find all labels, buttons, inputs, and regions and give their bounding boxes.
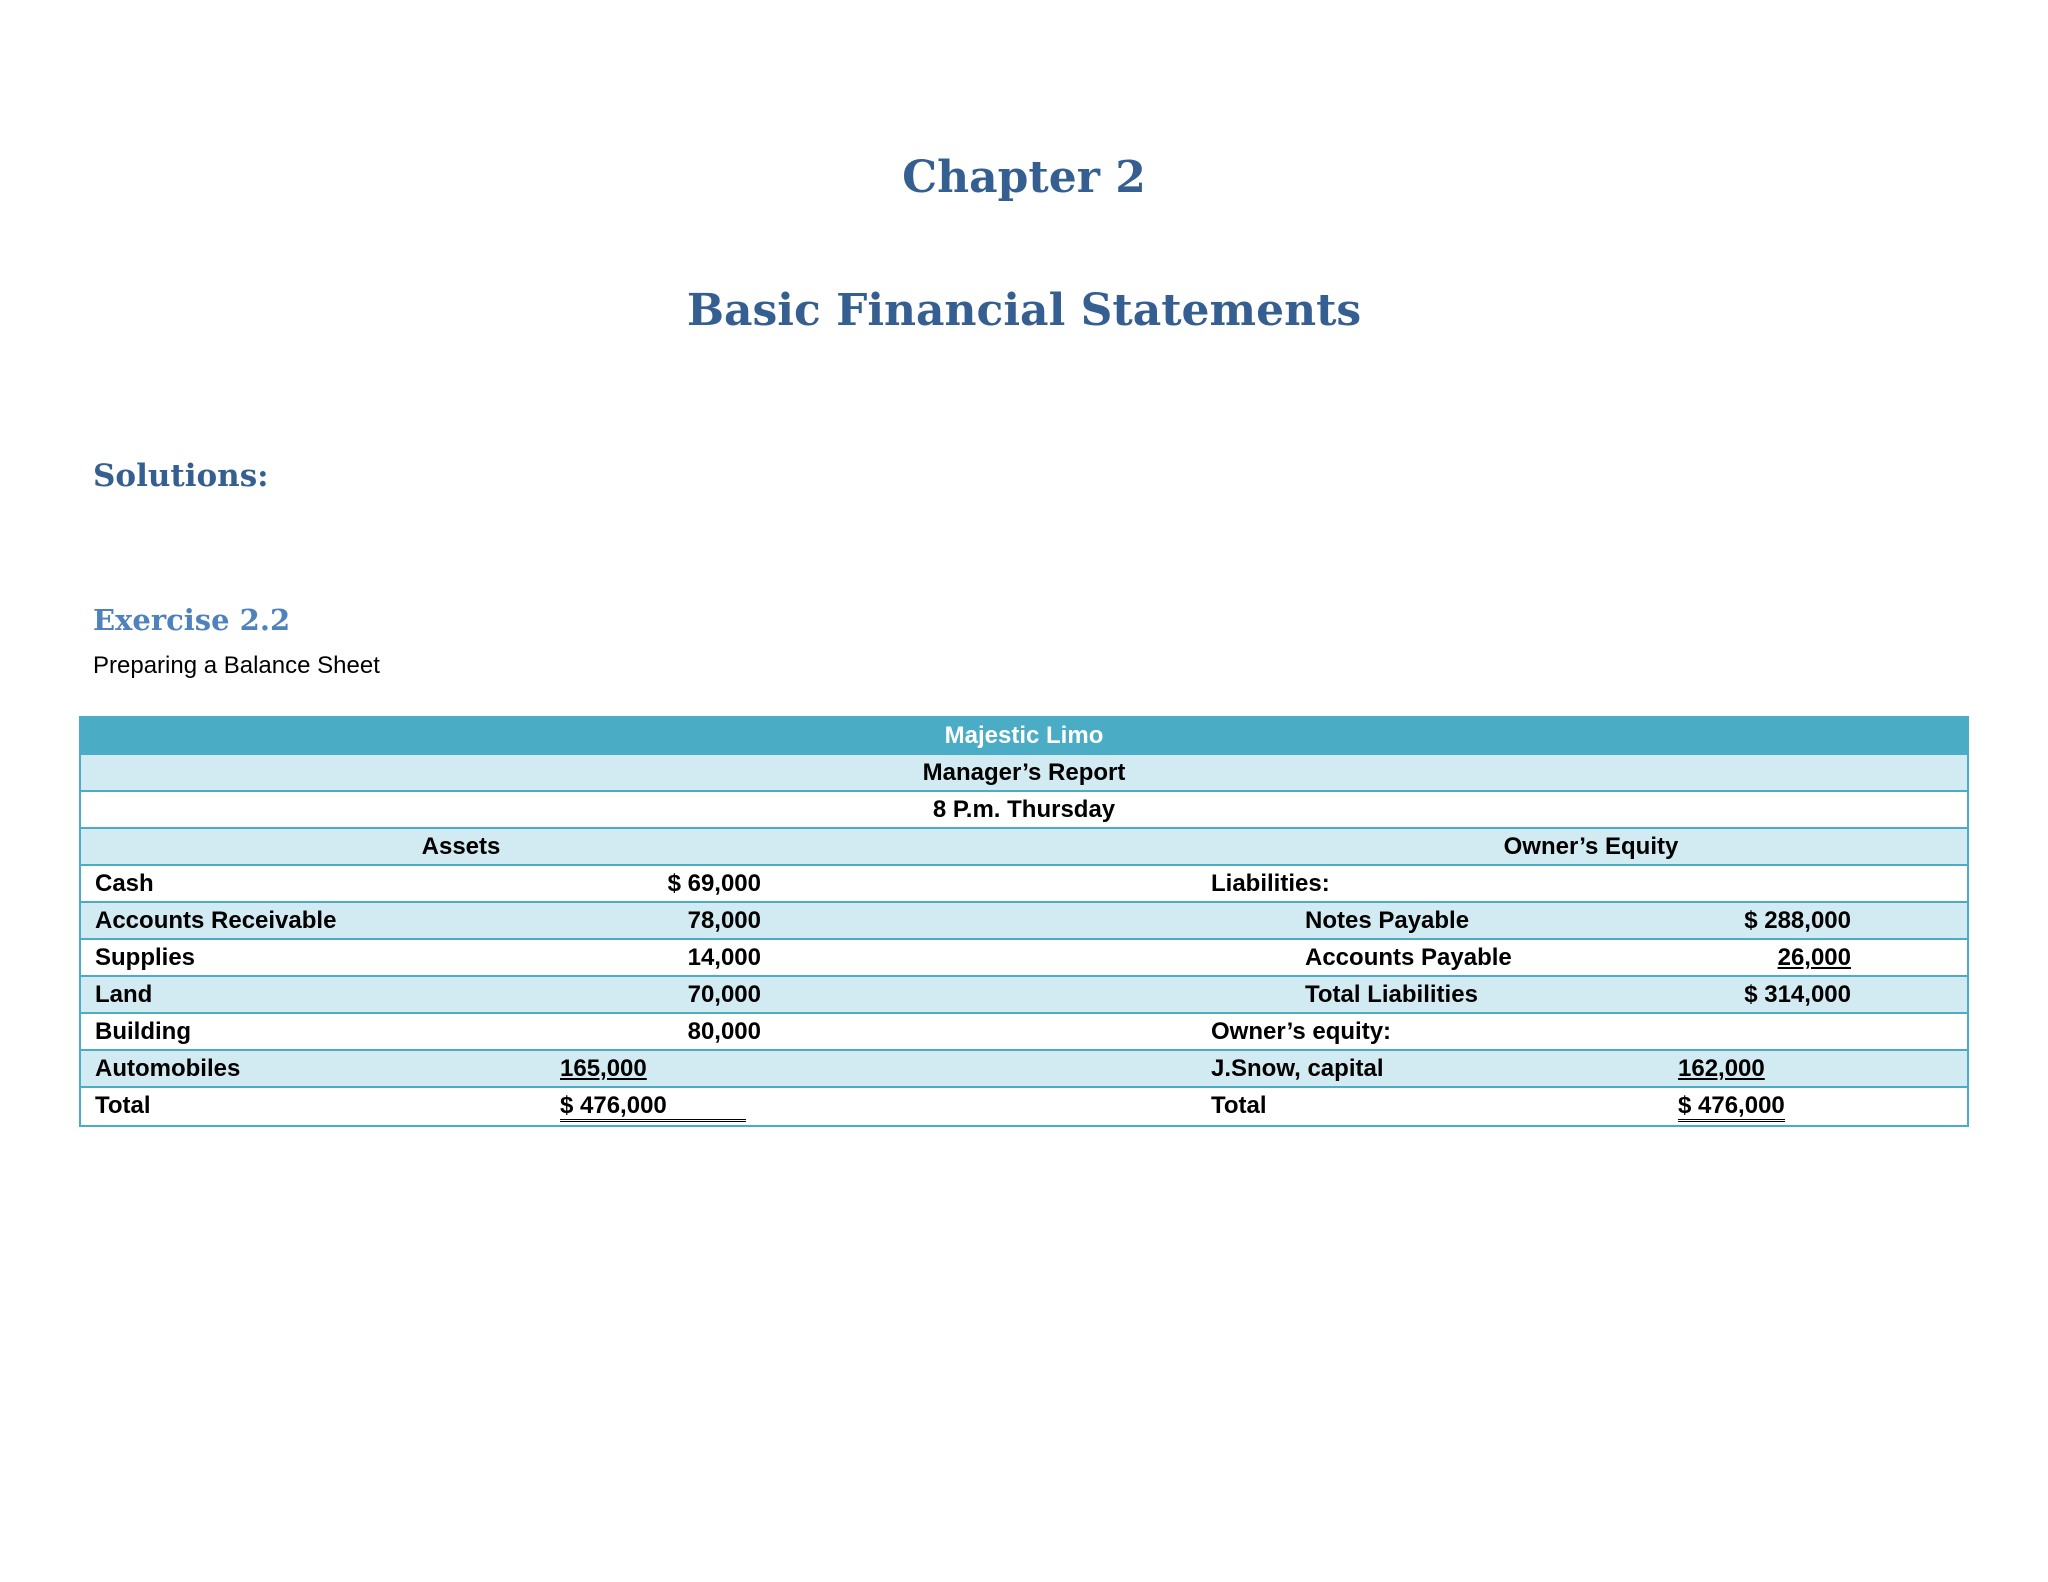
chapter-title: Chapter 2 [902, 152, 1146, 203]
asset-amount: 70,000 [687, 981, 761, 1008]
asset-label: Accounts Receivable [95, 907, 337, 934]
asset-amount: 165,000 [560, 1055, 647, 1082]
asset-amount: 14,000 [687, 944, 761, 971]
document-title: Basic Financial Statements [686, 285, 1362, 336]
exercise-heading: Exercise 2.2 [93, 603, 291, 637]
date-row [81, 792, 1967, 829]
column-header-row [81, 829, 1967, 866]
report-date: 8 P.m. Thursday [932, 796, 1116, 823]
asset-amount: 78,000 [687, 907, 761, 934]
table-row [81, 977, 1967, 1014]
table-row [81, 866, 1967, 903]
equity-header: Owner’s Equity [1503, 833, 1679, 860]
balance-sheet-table [79, 716, 1969, 1127]
equity-amount: $ 314,000 [1744, 981, 1851, 1008]
table-row [81, 1088, 1967, 1125]
exercise-subtitle: Preparing a Balance Sheet [93, 652, 380, 679]
equity-label: Liabilities: [1211, 870, 1330, 897]
asset-amount: $ 69,000 [667, 870, 761, 897]
equity-label: Notes Payable [1305, 907, 1470, 934]
solutions-heading: Solutions: [93, 458, 269, 494]
table-row [81, 903, 1967, 940]
equity-label: J.Snow, capital [1211, 1055, 1384, 1082]
report-title: Manager’s Report [922, 759, 1126, 786]
equity-label: Owner’s equity: [1211, 1018, 1392, 1045]
asset-total-amount: $ 476,000 [560, 1093, 746, 1122]
asset-label: Cash [95, 870, 154, 897]
asset-label: Land [95, 981, 153, 1008]
report-row [81, 755, 1967, 792]
asset-label: Supplies [95, 944, 196, 971]
equity-amount: 162,000 [1678, 1055, 1765, 1082]
asset-total-label: Total [95, 1092, 151, 1119]
company-name: Majestic Limo [944, 722, 1104, 749]
asset-amount: 80,000 [687, 1018, 761, 1045]
equity-amount: $ 288,000 [1744, 907, 1851, 934]
equity-total-amount: $ 476,000 [1678, 1093, 1785, 1122]
table-row [81, 1014, 1967, 1051]
asset-label: Automobiles [95, 1055, 241, 1082]
asset-label: Building [95, 1018, 191, 1045]
assets-header: Assets [421, 833, 501, 860]
equity-total-label: Total [1211, 1092, 1267, 1119]
table-row [81, 940, 1967, 977]
company-row [81, 718, 1967, 755]
equity-amount: 26,000 [1777, 944, 1851, 971]
equity-label: Total Liabilities [1305, 981, 1478, 1008]
equity-label: Accounts Payable [1305, 944, 1512, 971]
table-row [81, 1051, 1967, 1088]
